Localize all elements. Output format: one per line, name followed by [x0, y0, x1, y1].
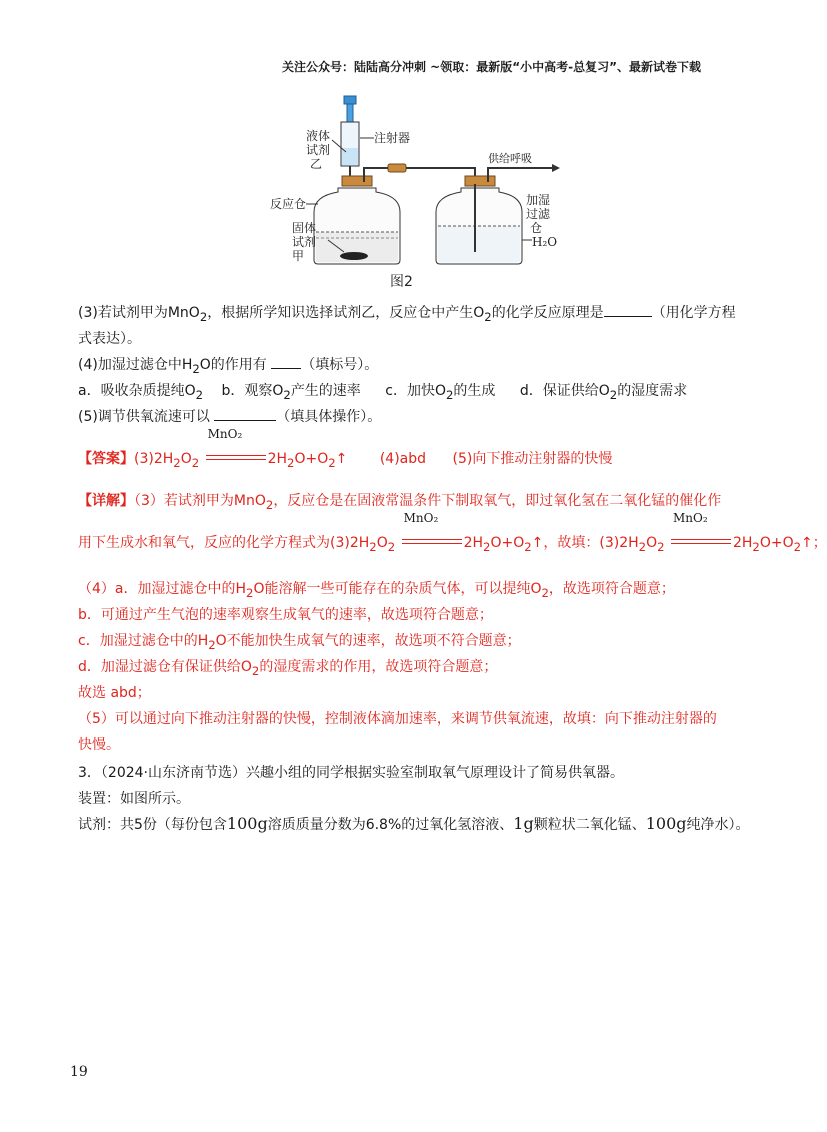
label-water: H₂O [532, 235, 558, 249]
option-a: a．吸收杂质提纯$O_2$ [78, 383, 204, 402]
apparatus-figure [270, 92, 560, 292]
label-humid-2: 过滤 [526, 207, 551, 221]
answer-line: 【答案】$(3)2H_2O_2$ MnO₂ $2H_2O+O_2↑$ (4)abd (5)向下推动注射器的快慢 [78, 427, 613, 470]
detail-line-4: b．可通过产生气泡的速率观察生成氧气的速率，故选项符合题意； [78, 607, 493, 623]
question-4: (4)加湿过滤仓中$H_2O$的作用有 （填标号）。 [78, 357, 379, 376]
label-reaction: 反应仓 [270, 197, 307, 211]
label-humid-1: 加湿 [526, 193, 551, 207]
detail-line-3: （4）a．加湿过滤仓中的$H_2O$能溶解一些可能存在的杂质气体，可以提纯$O_2$，故选项符合题意； [78, 581, 675, 600]
page-number: 19 [70, 1064, 88, 1080]
answer-blank-5 [214, 408, 276, 421]
option-d: d．保证供给$O_2$的湿度需求 [519, 383, 688, 402]
detail-line-6: d．加湿过滤仓有保证供给$O_2$的湿度需求的作用，故选项符合题意； [78, 659, 498, 678]
label-solid-1: 固体 [292, 221, 317, 235]
detail-line-7: 故选 abd； [78, 685, 151, 701]
label-liquid-2: 试剂 [306, 143, 331, 157]
question-next-line-1: 3．（2024·山东济南节选）兴趣小组的同学根据实验室制取氧气原理设计了简易供氧器。 [78, 765, 624, 781]
answer-blank-3 [604, 304, 652, 317]
page-header: 关注公众号：陆陆高分冲刺 ~领取：最新版“小中高考-总复习”、最新试卷下载 [282, 60, 701, 74]
label-syringe: 注射器 [374, 131, 411, 145]
label-liquid-3: 乙 [310, 157, 323, 171]
detail-line-9: 快慢。 [78, 737, 120, 753]
supply-arrow [552, 164, 560, 172]
reaction-stopper [342, 176, 372, 186]
detail-line-2: 用下生成水和氧气，反应的化学方程式为$(3)2H_2O_2$ MnO₂ $2H_2O+O_2↑$，故填：$(3)2H_2O_2$ MnO₂ $2H_2O+O_2↑$； [78, 511, 827, 554]
question-3-line-1: (3)若试剂甲为MnO$_2$，根据所学知识选择试剂乙，反应仓中产生$O_2$的化学反应原理是 （用化学方程 [78, 305, 736, 324]
answer-blank-4 [271, 356, 301, 369]
detail-line-8: （5）可以通过向下推动注射器的快慢，控制液体滴加速率，来调节供氧流速，故填：向下推动注射器的 [78, 711, 717, 727]
figure-caption: 图2 [390, 274, 413, 290]
catalyst-equals: MnO₂ [206, 449, 266, 463]
question-next-line-3: 试剂：共5份（每份包含100g溶质质量分数为6.8%的过氧化氢溶液、1g颗粒状二氧化锰、100g纯净水）。 [78, 814, 750, 833]
question-4-options [78, 380, 687, 402]
label-liquid-1: 液体 [306, 129, 331, 143]
humidifier-stopper [465, 176, 495, 186]
label-solid-3: 甲 [292, 249, 305, 263]
question-next-line-2: 装置：如图所示。 [78, 791, 190, 807]
label-solid-2: 试剂 [292, 235, 317, 249]
tube-clamp [388, 164, 406, 172]
label-humid-3: 仓 [530, 221, 543, 235]
question-5: (5)调节供氧流速可以 （填具体操作）。 [78, 409, 382, 425]
catalyst-equals: MnO₂ [402, 533, 462, 547]
answer-tag: 【答案】 [78, 451, 134, 467]
label-supply: 供给呼吸 [488, 152, 532, 165]
detail-tag: 【详解】 [78, 493, 134, 509]
solid-reagent [340, 252, 368, 260]
catalyst-equals: MnO₂ [671, 533, 731, 547]
syringe-plunger-cap [344, 96, 356, 104]
detail-line-5: c．加湿过滤仓中的$H_2O$不能加快生成氧气的速率，故选项不符合题意； [78, 633, 521, 652]
option-c: c．加快$O_2$的生成 [385, 383, 496, 402]
detail-line-1: 【详解】（3）若试剂甲为MnO$_2$，反应仓是在固液常温条件下制取氧气，即过氧化氢在二氧化锰的催化作 [78, 493, 722, 512]
option-b: b．观察$O_2$产生的速率 [221, 383, 361, 402]
question-3-line-2: 式表达）。 [78, 331, 141, 347]
